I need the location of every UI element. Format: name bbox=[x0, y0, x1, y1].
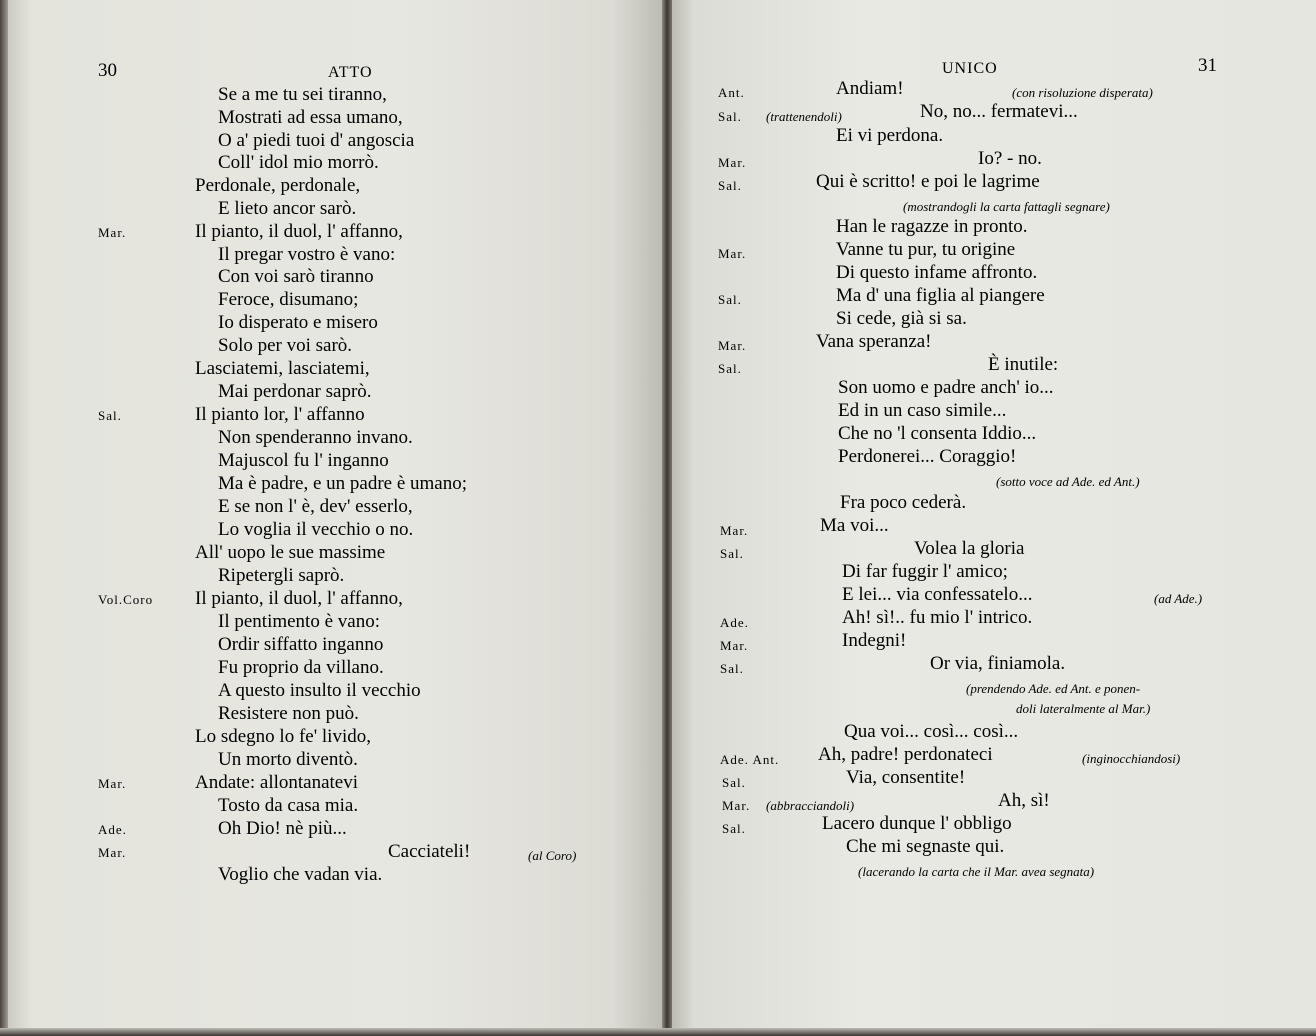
verse-line: Il pentimento è vano: bbox=[218, 611, 380, 632]
speaker-label: Ade. bbox=[98, 822, 127, 837]
speaker-label: Ant. bbox=[718, 85, 745, 100]
stage-direction: (prendendo Ade. ed Ant. e ponen- bbox=[966, 681, 1141, 696]
speaker-label: Mar. bbox=[718, 246, 747, 261]
speaker-label: Sal. bbox=[98, 408, 122, 423]
stage-direction: (lacerando la carta che il Mar. avea segnata) bbox=[858, 864, 1095, 879]
speaker-label: Ade. bbox=[720, 615, 749, 630]
verse-line: Mai perdonar saprò. bbox=[218, 381, 372, 402]
running-head: ATTO bbox=[328, 64, 373, 81]
speaker-label: Mar. bbox=[98, 776, 127, 791]
speaker-label: Mar. bbox=[718, 338, 747, 353]
verse-line: Lo sdegno lo fe' livido, bbox=[195, 726, 371, 747]
verse-line: Ah! sì!.. fu mio l' intrico. bbox=[842, 607, 1033, 628]
speaker-label: Sal. bbox=[720, 661, 744, 676]
speaker-label: Mar. bbox=[720, 638, 749, 653]
verse-line: E lei... via confessatelo... bbox=[842, 584, 1033, 605]
verse-line: No, no... fermatevi... bbox=[920, 101, 1078, 122]
verse-line: Solo per voi sarò. bbox=[218, 335, 353, 356]
verse-line: O a' piedi tuoi d' angoscia bbox=[218, 130, 415, 151]
verse-line: Perdonerei... Coraggio! bbox=[838, 446, 1017, 467]
verse-line: All' uopo le sue massime bbox=[195, 542, 386, 563]
stage-direction: (ad Ade.) bbox=[1154, 591, 1203, 606]
verse-line: Perdonale, perdonale, bbox=[195, 175, 361, 196]
verse-line: Di questo infame affronto. bbox=[836, 262, 1038, 283]
speaker-label: Sal. bbox=[718, 292, 742, 307]
verse-line: Via, consentite! bbox=[846, 767, 966, 788]
verse-line: Qui è scritto! e poi le lagrime bbox=[816, 171, 1040, 192]
verse-line: Che no 'l consenta Iddio... bbox=[838, 423, 1037, 444]
verse-line: Fra poco cederà. bbox=[840, 492, 967, 513]
stage-direction: (trattenendoli) bbox=[766, 109, 842, 124]
stage-direction: (inginocchiandosi) bbox=[1082, 751, 1181, 766]
verse-line: Si cede, già si sa. bbox=[836, 308, 967, 329]
verse-line: Il pianto, il duol, l' affanno, bbox=[195, 588, 403, 609]
stage-direction: (mostrandogli la carta fattagli segnare) bbox=[903, 199, 1110, 214]
verse-line: Volea la gloria bbox=[914, 538, 1025, 559]
verse-line: Son uomo e padre anch' io... bbox=[838, 377, 1054, 398]
verse-line: Lacero dunque l' obbligo bbox=[822, 813, 1012, 834]
verse-line: Oh Dio! nè più... bbox=[218, 818, 347, 839]
verse-line: È inutile: bbox=[988, 354, 1059, 375]
verse-line: Fu proprio da villano. bbox=[218, 657, 384, 678]
speaker-label: Sal. bbox=[722, 821, 746, 836]
running-head: UNICO bbox=[942, 60, 998, 77]
verse-line: Ei vi perdona. bbox=[836, 125, 944, 146]
verse-line: Io disperato e misero bbox=[218, 312, 378, 333]
speaker-label: Sal. bbox=[718, 178, 742, 193]
stage-direction: (abbracciandoli) bbox=[766, 798, 855, 813]
book-bottom-edge bbox=[0, 1028, 1316, 1036]
verse-line: Indegni! bbox=[842, 630, 907, 651]
stage-direction: (al Coro) bbox=[528, 848, 577, 863]
verse-line: Con voi sarò tiranno bbox=[218, 266, 374, 287]
verse-line: Il pianto lor, l' affanno bbox=[195, 404, 365, 425]
page-number: 30 bbox=[98, 60, 117, 81]
speaker-label: Sal. bbox=[718, 361, 742, 376]
verse-line: Majuscol fu l' inganno bbox=[218, 450, 389, 471]
stage-direction: (sotto voce ad Ade. ed Ant.) bbox=[996, 474, 1140, 489]
speaker-label: Mar. bbox=[98, 225, 127, 240]
verse-line: Voglio che vadan via. bbox=[218, 864, 383, 885]
speaker-label: Mar. bbox=[720, 523, 749, 538]
verse-line: Ma d' una figlia al piangere bbox=[836, 285, 1045, 306]
speaker-label: Sal. bbox=[718, 109, 742, 124]
speaker-label: Sal. bbox=[720, 546, 744, 561]
verse-line: Vanne tu pur, tu origine bbox=[836, 239, 1016, 260]
verse-line: Qua voi... così... così... bbox=[844, 721, 1019, 742]
speaker-label: Ade. Ant. bbox=[720, 752, 780, 767]
verse-line: E lieto ancor sarò. bbox=[218, 198, 357, 219]
page-number: 31 bbox=[1198, 55, 1217, 76]
verse-line: E se non l' è, dev' esserlo, bbox=[218, 496, 413, 517]
verse-line: Lasciatemi, lasciatemi, bbox=[195, 358, 370, 379]
verse-line: Ah, sì! bbox=[998, 790, 1050, 811]
verse-line: Tosto da casa mia. bbox=[218, 795, 359, 816]
stage-direction: (con risoluzione disperata) bbox=[1012, 85, 1153, 100]
verse-line: Se a me tu sei tiranno, bbox=[218, 84, 387, 105]
book-edge bbox=[0, 0, 8, 1036]
verse-line: Non spenderanno invano. bbox=[218, 427, 413, 448]
verse-line: Di far fuggir l' amico; bbox=[842, 561, 1008, 582]
verse-line: Ordir siffatto inganno bbox=[218, 634, 384, 655]
stage-direction: doli lateralmente al Mar.) bbox=[1016, 701, 1151, 716]
verse-line: Andiam! bbox=[836, 78, 904, 99]
verse-line: Ah, padre! perdonateci bbox=[818, 744, 993, 765]
verse-line: Il pregar vostro è vano: bbox=[218, 244, 396, 265]
book-gutter bbox=[662, 0, 672, 1036]
verse-line: Or via, finiamola. bbox=[930, 653, 1066, 674]
verse-line: Ed in un caso simile... bbox=[838, 400, 1007, 421]
verse-line: A questo insulto il vecchio bbox=[218, 680, 421, 701]
verse-line: Ma voi... bbox=[820, 515, 889, 536]
speaker-label: Mar. bbox=[722, 798, 751, 813]
speaker-label: Vol.Coro bbox=[98, 592, 154, 607]
verse-line: Han le ragazze in pronto. bbox=[836, 216, 1028, 237]
verse-line: Andate: allontanatevi bbox=[195, 772, 359, 793]
verse-line: Feroce, disumano; bbox=[218, 289, 359, 310]
verse-line: Che mi segnaste qui. bbox=[846, 836, 1005, 857]
verse-line: Coll' idol mio morrò. bbox=[218, 152, 379, 173]
verse-line: Ma è padre, e un padre è umano; bbox=[218, 473, 468, 494]
verse-line: Resistere non può. bbox=[218, 703, 359, 724]
verse-line: Il pianto, il duol, l' affanno, bbox=[195, 221, 403, 242]
verse-line: Ripetergli saprò. bbox=[218, 565, 345, 586]
speaker-label: Sal. bbox=[722, 775, 746, 790]
verse-line: Mostrati ad essa umano, bbox=[218, 107, 403, 128]
verse-line: Vana speranza! bbox=[816, 331, 932, 352]
verse-line: Cacciateli! bbox=[388, 841, 471, 862]
verse-line: Un morto diventò. bbox=[218, 749, 358, 770]
verse-line: Io? - no. bbox=[978, 148, 1042, 169]
verse-line: Lo voglia il vecchio o no. bbox=[218, 519, 414, 540]
speaker-label: Mar. bbox=[718, 155, 747, 170]
speaker-label: Mar. bbox=[98, 845, 127, 860]
